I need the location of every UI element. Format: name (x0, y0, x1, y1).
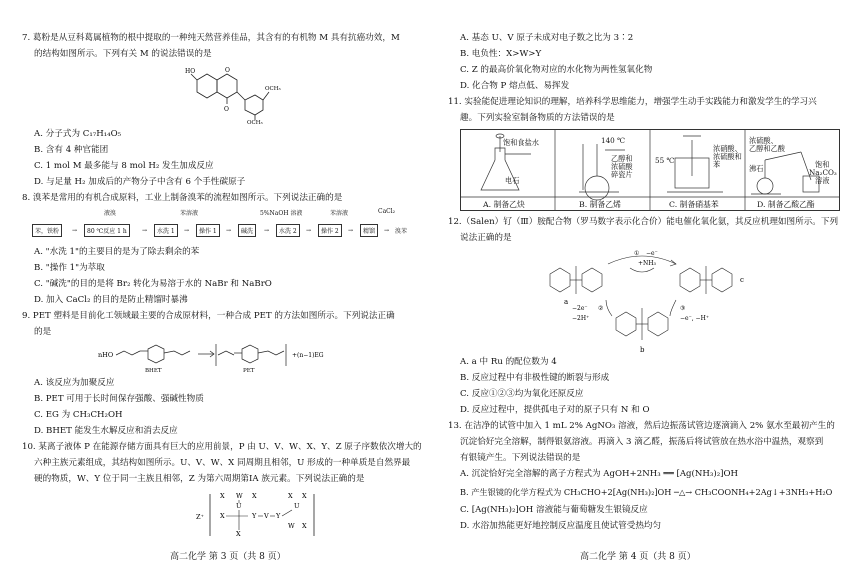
q10-atom: X (220, 512, 225, 520)
q12-catalytic-cycle (530, 246, 770, 356)
q11d-label: 沸石 (749, 164, 764, 173)
q10-stem-line3: 硬的物质，W、Y 位于同一主族且相邻，Z 为第六周期第ⅠA 族元素。下列说法正确的是 (34, 474, 365, 484)
complex-b (616, 308, 668, 340)
q8-stem: 8. 溴苯是常用的有机合成原料，工业上制备溴苯的流程如图所示。下列说法正确的是 (22, 193, 343, 203)
q11-stem-line2: 趣。下列实验室制备物质的方法错误的是 (460, 113, 615, 123)
q10-atom: X (220, 492, 225, 500)
q9-pet-label: PET (243, 368, 255, 374)
q7-struct-label: O (225, 67, 230, 74)
q7-struct-label: OCH₃ (247, 120, 263, 126)
q11-caption-a: A. 制备乙炔 (483, 200, 525, 209)
q7-struct-label: OCH₃ (265, 86, 281, 92)
q10-atom: X (252, 492, 257, 500)
q11b-label: 乙醇和 (611, 154, 633, 163)
q9-option-a: A. 该反应为加聚反应 (34, 378, 115, 388)
q7-option-d: D. 与足量 H₂ 加成后的产物分子中含有 6 个手性碳原子 (34, 177, 246, 187)
q12-option-c: C. 反应①②③均为氧化还原反应 (460, 389, 584, 399)
q12-step-label: −e⁻ (646, 250, 658, 257)
q9-option-b: B. PET 可用于长时间保存强酸、强碱性物质 (34, 394, 204, 404)
complex-a (550, 266, 602, 294)
q8-option-a: A. "水洗 1"的主要目的是为了除去剩余的苯 (34, 247, 200, 257)
q10-atom: X (236, 530, 241, 538)
q7-molecule-structure (185, 62, 281, 126)
q13-option-c: C. [Ag(NH₃)₂]OH 溶液能与葡萄糖发生银镜反应 (460, 505, 648, 515)
q8-flow-box: 操作 2 (318, 224, 342, 237)
q10-atom: X (302, 522, 307, 530)
q9-stem-line2: 的是 (34, 327, 52, 337)
q12-step-label: ③ (680, 305, 686, 312)
q8-flow-box: 80 ℃反应 1 h (84, 224, 130, 237)
q8-flowchart: 液溴 苯溶液 5%NaOH 溶液 苯溶液 CaCl₂ 苯，铁粉 → 80 ℃反应 1 h → 水洗 1 → 操作 1 → 碱洗 → 水洗 2 → 操作 2 → 精馏 → 溴苯 (32, 208, 422, 242)
q13-option-b: B. 产生银镜的化学方程式为 CH₃CHO+2[Ag(NH₃)₂]OH ─△→ CH₃COONH₄+2Ag↓+3NH₃+H₂O (460, 487, 833, 497)
q7-option-c: C. 1 mol M 最多能与 8 mol H₂ 发生加成反应 (34, 161, 214, 171)
q11-caption-d: D. 制备乙酸乙酯 (757, 200, 815, 209)
q12-step-label: ① (634, 250, 640, 257)
q12-step-label: +NH₃ (638, 260, 656, 267)
q7-struct-label: O (224, 106, 229, 113)
q9-eq-right: +(n−1)EG (292, 352, 324, 359)
q10-atom: Y (276, 512, 281, 520)
q8-flow-reagent: 液溴 (104, 210, 117, 217)
q10-ionic-liquid-structure (196, 490, 336, 542)
q11d-label: 饱和 (815, 160, 830, 169)
q12-complex-label-b: b (640, 346, 645, 354)
q10-atom: X (302, 492, 307, 500)
left-page-footer: 高二化学 第 3 页（共 8 页） (170, 552, 286, 562)
q9-bhet-label: BHET (145, 368, 162, 374)
q12-step-label: −2H⁺ (572, 315, 590, 322)
q12-stem-line1: 12.（Salen）钌（Ⅲ）胺配合物（罗马数字表示化合价）能电催化氧化氨，其反应机理如图所示。下列 (448, 217, 839, 227)
q12-step-label: −2e⁻ (572, 305, 588, 312)
q8-flow-box: 苯，铁粉 (32, 224, 62, 237)
q11b-label: 碎瓷片 (611, 170, 633, 179)
q12-option-a: A. a 中 Ru 的配位数为 4 (460, 357, 557, 367)
q7-option-a: A. 分子式为 C₁₇H₁₄O₅ (34, 129, 122, 139)
q10-atom: W (288, 522, 295, 530)
q10-cation: Z⁺ (196, 513, 204, 521)
q7-stem-line2: 的结构如图所示。下列有关 M 的说法错误的是 (34, 49, 212, 59)
q8-flow-reagent: CaCl₂ (378, 208, 396, 215)
q11c-label: 苯 (713, 160, 721, 169)
q9-eq-left: nHO (98, 351, 114, 359)
q13-option-a: A. 沉淀恰好完全溶解的离子方程式为 AgOH+2NH₃ ══ [Ag(NH₃)₂]OH (460, 469, 739, 479)
q11-apparatus-panel (460, 129, 840, 211)
complex-c (680, 266, 732, 294)
q11c-label: 浓硝酸、 (713, 144, 742, 153)
q10-stem-line2: 六种主族元素组成，其结构如图所示。U、V、W、X 同周期且相邻，U 形成的一种单质是自然界最 (34, 458, 411, 468)
q9-option-d: D. BHET 能发生水解反应和消去反应 (34, 426, 178, 436)
q11a-label: 饱和食盐水 (503, 138, 539, 147)
q8-option-c: C. "碱洗"的目的是将 Br₂ 转化为易溶于水的 NaBr 和 NaBrO (34, 279, 272, 289)
q8-flow-box: 水洗 2 (276, 224, 300, 237)
right-page (430, 0, 860, 571)
q11c-label: 55 ℃ (655, 156, 675, 165)
q11d-label: Na₂CO₃ (809, 168, 837, 177)
q8-flow-box: 精馏 (360, 224, 378, 237)
q11c-label: 浓硫酸和 (713, 152, 742, 161)
q11d-label: 浓硫酸、 (749, 136, 778, 145)
q12-step-label: −e⁻, −H⁺ (680, 315, 709, 322)
q13-option-d: D. 水浴加热能更好地控制反应温度且使试管受热均匀 (460, 521, 662, 531)
q8-flow-box: 碱洗 (238, 224, 256, 237)
q12-option-d: D. 反应过程中，提供孤电子对的原子只有 N 和 O (460, 405, 650, 415)
q10-atom: V (264, 512, 269, 520)
q8-flow-box: 操作 1 (196, 224, 220, 237)
q9-pet-equation (98, 340, 388, 376)
q10-atom: U (236, 502, 242, 510)
q11-caption-c: C. 制备硝基苯 (669, 200, 719, 209)
q8-option-b: B. "操作 1"为萃取 (34, 263, 105, 273)
q8-flow-end: 溴苯 (395, 228, 408, 235)
q8-flow-reagent: 5%NaOH 溶液 (260, 210, 303, 217)
q9-stem-line1: 9. PET 塑料是目前化工领域最主要的合成原材料，一种合成 PET 的方法如图所示。下列说法正确 (22, 311, 395, 321)
right-page-footer: 高二化学 第 4 页（共 8 页） (580, 552, 696, 562)
q13-stem-line3: 有银镜产生。下列说法错误的是 (460, 453, 581, 463)
q12-step-label: ② (598, 305, 604, 312)
q8-option-d: D. 加入 CaCl₂ 的目的是防止精馏时暴沸 (34, 295, 188, 305)
q10-option-c: C. Z 的最高价氧化物对应的水化物为两性氢氧化物 (460, 65, 653, 75)
q7-option-b: B. 含有 4 种官能团 (34, 145, 109, 155)
q10-option-a: A. 基态 U、V 原子未成对电子数之比为 3∶2 (460, 33, 634, 43)
q10-atom: W (236, 492, 243, 500)
q10-option-d: D. 化合物 P 熔点低、易挥发 (460, 81, 570, 91)
q7-struct-label: HO (185, 68, 196, 75)
q11b-label: 140 ℃ (601, 136, 626, 145)
q12-complex-label-a: a (564, 298, 569, 306)
q8-flow-reagent: 苯溶液 (180, 210, 199, 217)
q10-option-b: B. 电负性：X>W>Y (460, 49, 542, 59)
q11a-label: 电石 (505, 176, 520, 185)
q12-stem-line2: 说法正确的是 (460, 233, 512, 243)
q11d-label: 乙醇和乙酸 (749, 144, 785, 153)
q11b-label: 浓硫酸 (611, 162, 633, 171)
q10-atom: X (288, 492, 293, 500)
q7-stem-line1: 7. 葛粉是从豆科葛属植物的根中提取的一种纯天然营养佳品，其含有的有机物 M 具有抗癌功效，M (22, 33, 400, 43)
q12-complex-label-c: c (740, 276, 744, 284)
q10-atom: Y (252, 512, 257, 520)
q11-caption-b: B. 制备乙烯 (579, 200, 621, 209)
q13-stem-line1: 13. 在洁净的试管中加入 1 mL 2% AgNO₃ 溶液，然后边振荡试管边逐滴滴入 2% 氨水至最初产生的 (448, 421, 835, 431)
q8-flow-box: 水洗 1 (154, 224, 178, 237)
q11-stem-line1: 11. 实验能促进理论知识的理解，培养科学思维能力，增强学生动手实践能力和激发学生的学习兴 (448, 97, 817, 107)
q8-flow-reagent: 苯溶液 (330, 210, 349, 217)
q11d-label: 溶液 (815, 176, 830, 185)
q10-stem-line1: 10. 某离子液体 P 在能源存储方面具有巨大的应用前景，P 由 U、V、W、X、Y、Z 原子序数依次增大的 (22, 442, 422, 452)
q13-stem-line2: 沉淀恰好完全溶解，制得银氨溶液。再滴入 3 滴乙醛，振荡后将试管放在热水浴中温热，观察到 (460, 437, 824, 447)
q10-atom: U (294, 502, 300, 510)
q12-option-b: B. 反应过程中有非极性键的断裂与形成 (460, 373, 610, 383)
q9-option-c: C. EG 为 CH₃CH₂OH (34, 410, 123, 420)
